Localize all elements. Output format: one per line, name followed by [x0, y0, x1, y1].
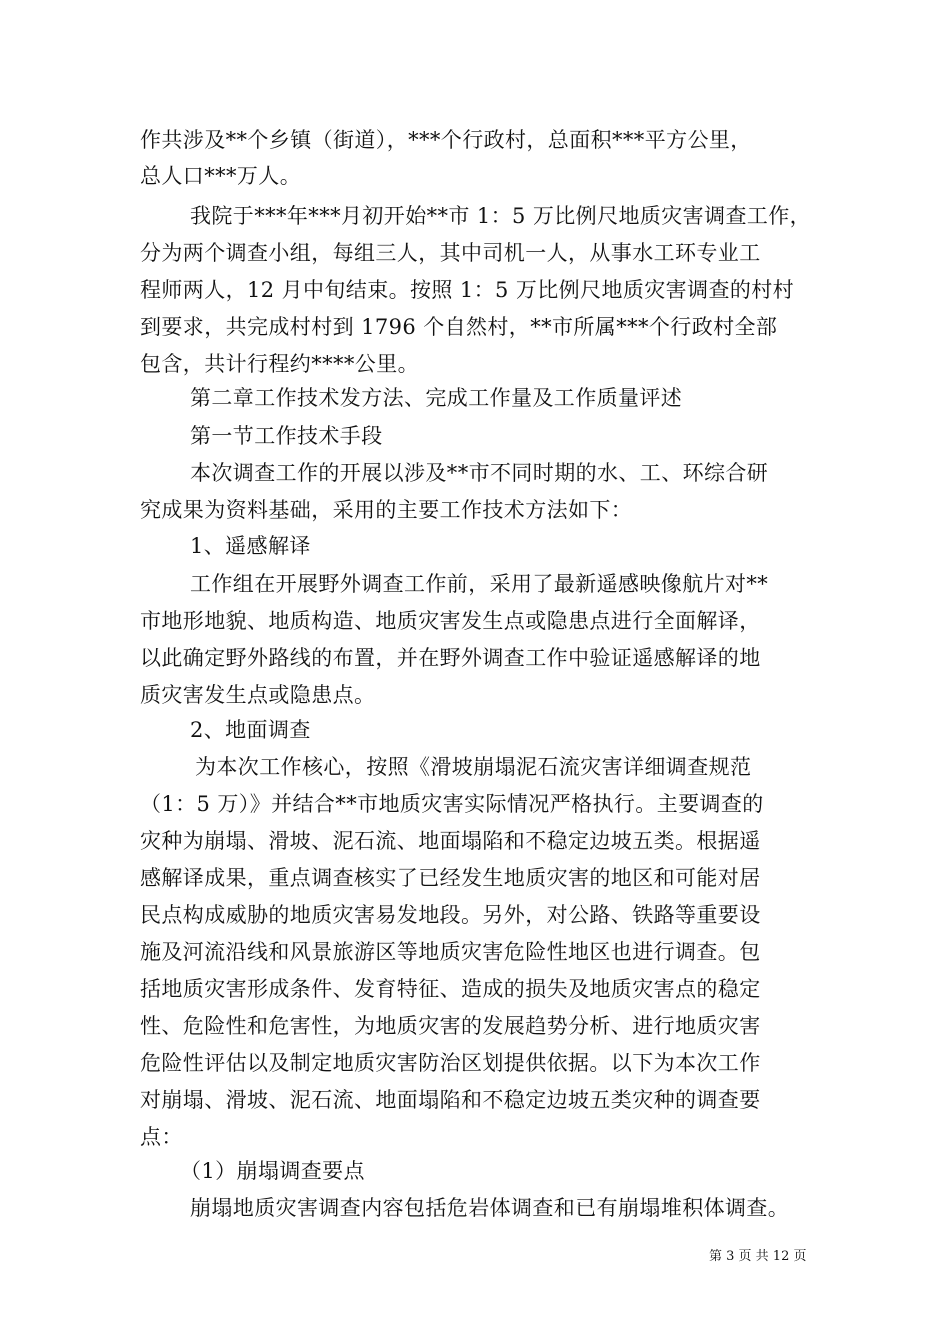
chapter-heading: 第二章工作技术发方法、完成工作量及工作质量评述 — [190, 386, 683, 410]
text-line: （1：5 万）》并结合**市地质灾害实际情况严格执行。主要调查的 — [140, 792, 764, 816]
text-line: 点： — [140, 1125, 183, 1149]
text-line: 究成果为资料基础，采用的主要工作技术方法如下： — [140, 498, 633, 522]
text-line: 程师两人，12 月中旬结束。按照 1：5 万比例尺地质灾害调查的村村 — [140, 278, 795, 302]
text-line: 括地质灾害形成条件、发育特征、造成的损失及地质灾害点的稳定 — [140, 977, 761, 1001]
text-line: 施及河流沿线和风景旅游区等地质灾害危险性地区也进行调查。包 — [140, 940, 761, 964]
text-line: 我院于***年***月初开始**市 1：5 万比例尺地质灾害调查工作， — [190, 204, 812, 228]
text-line: 以此确定野外路线的布置，并在野外调查工作中验证遥感解译的地 — [140, 646, 761, 670]
subheading: 1、遥感解译 — [190, 534, 311, 558]
text-line: 灾种为崩塌、滑坡、泥石流、地面塌陷和不稳定边坡五类。根据遥 — [140, 829, 761, 853]
text-line: 危险性评估以及制定地质灾害防治区划提供依据。以下为本次工作 — [140, 1051, 761, 1075]
page-number-footer: 第 3 页 共 12 页 — [709, 1249, 807, 1264]
text-line: 本次调查工作的开展以涉及**市不同时期的水、工、环综合研 — [190, 461, 769, 485]
text-line: 对崩塌、滑坡、泥石流、地面塌陷和不稳定边坡五类灾种的调查要 — [140, 1088, 761, 1112]
text-line: 市地形地貌、地质构造、地质灾害发生点或隐患点进行全面解译， — [140, 609, 761, 633]
subheading: （1）崩塌调查要点 — [180, 1159, 365, 1183]
text-line: 民点构成威胁的地质灾害易发地段。另外，对公路、铁路等重要设 — [140, 903, 761, 927]
text-line: 作共涉及**个乡镇（街道），***个行政村，总面积***平方公里， — [140, 128, 752, 152]
text-line: 包含，共计行程约****公里。 — [140, 352, 419, 376]
text-line: 总人口***万人。 — [140, 164, 302, 188]
text-line: 到要求，共完成村村到 1796 个自然村，**市所属***个行政村全部 — [140, 315, 778, 339]
text-line: 工作组在开展野外调查工作前，采用了最新遥感映像航片对** — [190, 572, 769, 596]
subheading: 2、地面调查 — [190, 718, 311, 742]
text-line: 感解译成果，重点调查核实了已经发生地质灾害的地区和可能对居 — [140, 866, 761, 890]
text-line: 质灾害发生点或隐患点。 — [140, 683, 376, 707]
text-line: 为本次工作核心，按照《滑坡崩塌泥石流灾害详细调查规范 — [195, 755, 752, 779]
text-line: 崩塌地质灾害调查内容包括危岩体调查和已有崩塌堆积体调查。 — [190, 1196, 790, 1220]
text-line: 性、危险性和危害性，为地质灾害的发展趋势分析、进行地质灾害 — [140, 1014, 761, 1038]
section-heading: 第一节工作技术手段 — [190, 424, 383, 448]
text-line: 分为两个调查小组，每组三人，其中司机一人，从事水工环专业工 — [140, 241, 761, 265]
